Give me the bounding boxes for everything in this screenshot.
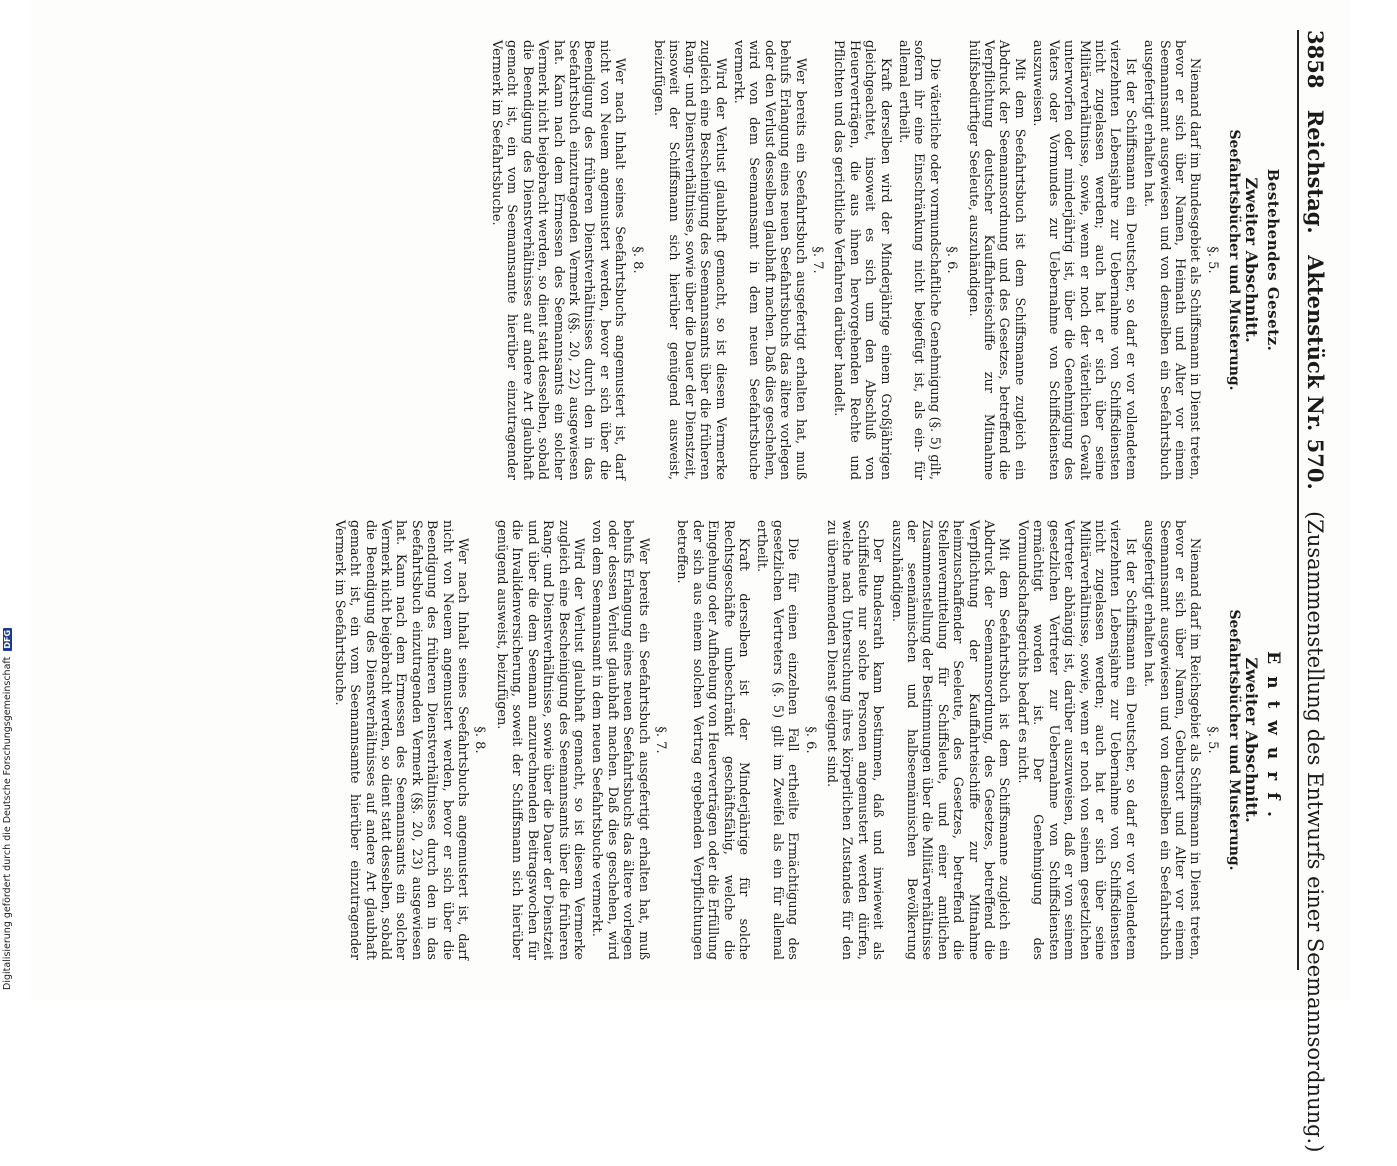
paragraph-text: Ist der Schiffsmann ein Deutscher, so darf er vor vollendetem vierzehnten Lebensjahre zur Uebernahme von Schiffsdiensten nicht zugelassen werden; auch hat er sich über seine Militärverhältnisse, sowie, wenn er noch der väterlichen Gewalt unterworfen oder minderjährig ist, über die Genehmigung des Vaters oder Vormundes zur Uebernahme von Schiffsdiensten auszuweisen. xyxy=(1030,40,1138,480)
paragraph-number: §. 6. xyxy=(944,246,960,274)
paragraph-text: Kraft derselben ist der Minderjährige für solche Rechtsgeschäfte unbeschränkt geschäftsfähig, welche die Eingehung oder Aufhebung von Heuerverträgen oder die Erfüllung der sich aus einem solchen Vertrag ergebenden Verpflichtungen betreffen. xyxy=(674,520,751,960)
dfg-logo: DFG xyxy=(3,629,12,649)
digitization-note-text: Digitalisierung gefördert durch die Deutsche Forschungsgemeinschaft xyxy=(2,656,13,990)
paragraph-text: Wer nach Inhalt seines Seefahrtsbuchs angemustert ist, darf nicht von Neuem angemustert werden, bevor er sich über die Beendigung des früheren Dienstverhältnisses durch den in das Seefahrtsbuch einzutragenden Vermerk (§§. 20, 22) ausgewiesen hat. Kann nach dem Ermessen des Seemannsamts ein solcher Vermerk nicht beigebracht werden, so dient statt desselben, sobald die Beendigung des Dienstverhältnisses auf andere Art glaubhaft gemacht ist, ein vom Seemannsamte hierüber einzutragender Vermerk im Seefahrtsbuche. xyxy=(488,40,628,480)
paragraph-text: Mit dem Seefahrtsbuch ist dem Schiffsmanne zugleich ein Abdruck der Seemannsordnung, des Gesetzes, betreffend die Verpflichtung der Kauffahrteischiffe zur Mitnahme heimzuschaffender Seeleute, des Gesetzes, betreffend die Stellenvermittelung für Schiffsleute, und einer amtlichen Zusammenstellung der Bestimmungen über die Militärverhältnisse der seemännischen und halbseemännischen Bevölkerung auszuhändigen. xyxy=(888,520,1012,960)
document-subtitle: (Zusammenstellung des Entwurfs einer Seemannsordnung.) xyxy=(1303,511,1327,1153)
paragraph-text: Wird der Verlust glaubhaft gemacht, so ist diesem Vermerke zugleich eine Bescheinigung des Seemannsamts über die früheren Rang- und Dienstverhältnisse, sowie über die Dauer der Dienstzeit und über die dem Seemann anzurechnenden Beitragswochen für die Invalidenversicherung, soweit der Schiffsmann sich hierüber genügend ausweist, beizufügen. xyxy=(493,520,586,960)
left-section-title: Zweiter Abschnitt. xyxy=(1241,177,1261,343)
paragraph-text: Niemand darf im Reichsgebiet als Schiffsmann in Dienst treten, bevor er sich über Namen, Geburtsort und Alter vor einem Seemannsamt ausgewiesen und von demselben ein Seefahrtsbuch ausgefertigt erhalten hat. xyxy=(1141,520,1203,960)
paragraph-text: Wer bereits ein Seefahrtsbuch ausgefertigt erhalten hat, muß behufs Erlangung eines neuen Seefahrtsbuchs das ältere vorlegen oder dessen Verlust glaubhaft machen. Daß dies geschehen, wird von dem Seemannsamt in dem neuen Seefahrtsbuche vermerkt. xyxy=(589,520,651,960)
right-paragraphs xyxy=(331,520,1219,960)
paragraph-number: §. 5. xyxy=(1204,726,1220,754)
paragraph-number: §. 8. xyxy=(629,246,645,274)
digitization-note xyxy=(2,590,13,990)
right-section-title: Zweiter Abschnitt. xyxy=(1241,657,1261,823)
page-number: 3858 xyxy=(1303,30,1328,89)
paragraph-text: Wer bereits ein Seefahrtsbuch ausgefertigt erhalten hat, muß behufs Erlangung eines neuen Seefahrtsbuchs das ältere vorlegen oder den Verlust desselben glaubhaft machen. Daß dies geschehen, wird von dem Seemannsamt in dem neuen Seefahrtsbuche vermerkt. xyxy=(731,40,808,480)
paragraph-text: Die väterliche oder vormundschaftliche Genehmigung (§. 5) gilt, sofern ihr eine Einschränkung nicht beigefügt ist, als ein- für allemal ertheilt. xyxy=(896,40,942,480)
page-header xyxy=(1297,30,1328,1153)
left-paragraphs xyxy=(489,40,1220,480)
paragraph-text: Niemand darf im Bundesgebiet als Schiffsmann in Dienst treten, bevor er sich über Namen, Heimath und Alter vor einem Seemannsamt ausgewiesen und von demselben ein Seefahrtsbuch ausgefertigt erhalten hat. xyxy=(1141,40,1203,480)
paragraph-number: §. 7. xyxy=(652,726,668,754)
right-section-subtitle: Seefahrtsbücher und Musterung. xyxy=(1226,609,1243,871)
left-column-title: Bestehendes Gesetz. xyxy=(1264,168,1282,352)
paragraph-text: Der Bundesrath kann bestimmen, daß und inwieweit als Schiffsleute nur solche Personen angemustert werden dürfen, welche nach Untersuchung ihres körperlichen Zustandes für den zu übernehmenden Dienst geeignet sind. xyxy=(824,520,886,960)
right-column-title: Entwurf. xyxy=(1263,651,1283,829)
publication-name: Reichstag. xyxy=(1303,109,1328,234)
paragraph-text: Ist der Schiffsmann ein Deutscher, so darf er vor vollendetem vierzehnten Lebensjahre zur Uebernahme von Schiffsdiensten nicht zugelassen werden; auch hat er sich über seine Militärverhältnisse, sowie, wenn er noch von seinem gesetzlichen Vertreter abhängig ist, darüber auszuweisen, daß er von seinem gesetzlichen Vertreter zur Uebernahme von Schiffsdiensten ermächtigt worden ist. Der Genehmigung des Vormundschaftsgerichts bedarf es nicht. xyxy=(1014,520,1138,960)
paragraph-number: §. 7. xyxy=(810,246,826,274)
document-page xyxy=(30,0,1350,1153)
paragraph-text: Die für einen einzelnen Fall ertheilte Ermächtigung des gesetzlichen Vertreters (§. 5) gilt im Zweifel als ein für allemal ertheilt. xyxy=(754,520,801,960)
paragraph-text: Wer nach Inhalt seines Seefahrtsbuchs angemustert ist, darf nicht von Neuem angemustert werden, bevor er sich über die Beendigung des früheren Dienstverhältnisses durch den in das Seefahrtsbuch einzutragenden Vermerk (§§. 20, 23) ausgewiesen hat. Kann nach dem Ermessen des Seemannsamts ein solcher Vermerk nicht beigebracht werden, so dient statt desselben, sobald die Beendigung des Dienstverhältnisses auf andere Art glaubhaft gemacht ist, ein vom Seemannsamte hierüber einzutragender Vermerk im Seefahrtsbuche. xyxy=(331,520,471,960)
left-column xyxy=(486,40,1289,480)
paragraph-text: Kraft derselben wird der Minderjährige einem Großjährigen gleichgeachtet, insoweit es sich um den Abschluß von Heuerverträgen, die aus ihnen hervorgehenden Rechte und Pflichten und das gerichtliche Verfahren darüber handelt. xyxy=(831,40,893,480)
paragraph-number: §. 6. xyxy=(802,726,818,754)
right-column xyxy=(328,520,1288,960)
paragraph-text: Wird der Verlust glaubhaft gemacht, so ist diesem Vermerke zugleich eine Bescheinigung des Seemannsamts über die früheren Rang- und Dienstverhältnisse, sowie über die Dauer der Dienstzeit, insoweit der Schiffsmann sich hierüber genügend ausweist, beizufügen. xyxy=(650,40,728,480)
document-number: Aktenstück Nr. 570. xyxy=(1303,255,1328,490)
paragraph-text: Mit dem Seefahrtsbuch ist dem Schiffsmanne zugleich ein Abdruck der Seemannsordnung und des Gesetzes, betreffend die Verpflichtung deutscher Kauffahrteischiffe zur Mitnahme hülfsbedürftiger Seeleute, auszuhändigen. xyxy=(965,40,1027,480)
left-section-subtitle: Seefahrtsbücher und Musterung. xyxy=(1226,129,1243,391)
paragraph-number: §. 8. xyxy=(472,726,488,754)
paragraph-number: §. 5. xyxy=(1204,246,1220,274)
